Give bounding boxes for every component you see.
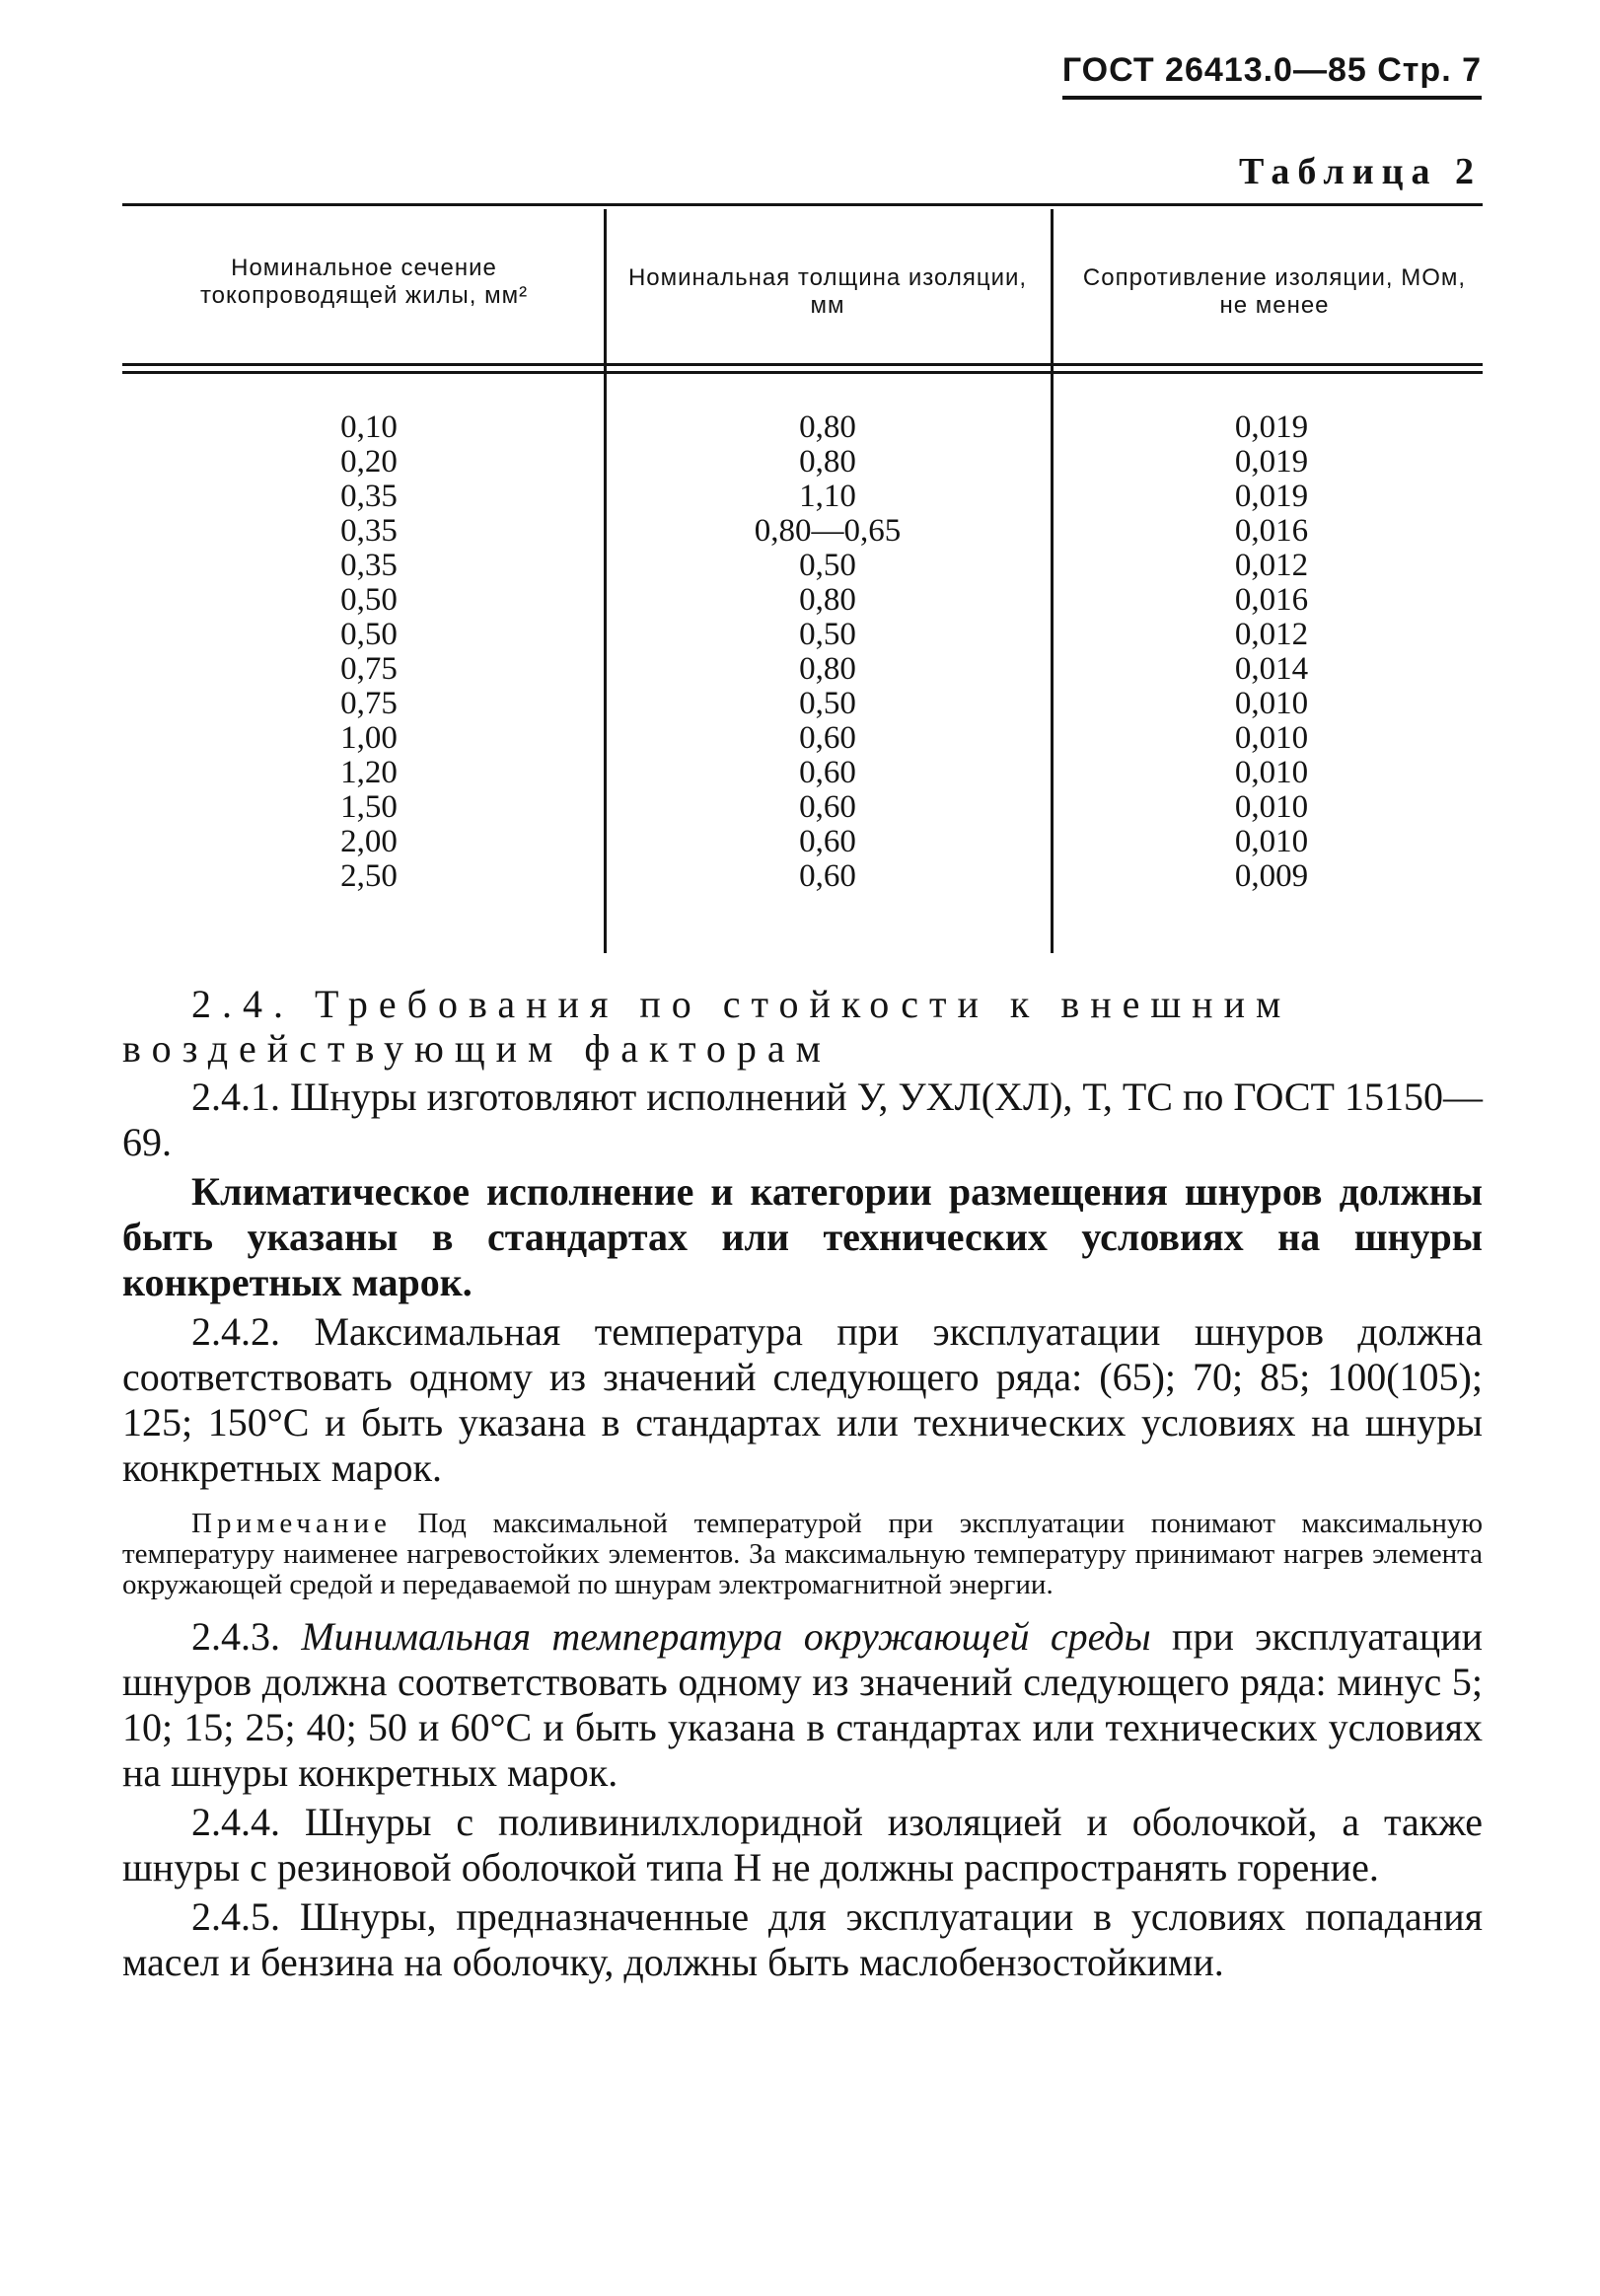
note-label: Примечание [191, 1508, 392, 1539]
table-cell: 0,80 [799, 409, 856, 445]
paragraph-climate: Климатическое исполнение и категории размещения шнуров должны быть указаны в стандартах или технических условиях на шнуры конкретных марок. [122, 1169, 1483, 1304]
table-cell: 0,012 [1234, 548, 1309, 583]
table-cell: 0,50 [799, 686, 856, 721]
table-cell: 0,019 [1234, 409, 1309, 445]
table-cell: 0,019 [1234, 479, 1309, 514]
column-divider [604, 209, 607, 953]
table-cell: 0,80 [799, 444, 856, 480]
paragraph-number: 2.4.3. [191, 1614, 280, 1659]
paragraph-2-4-5: 2.4.5. Шнуры, предназначенные для эксплуатации в условиях попадания масел и бензина на оболочку, должны быть маслобензостойкими. [122, 1894, 1483, 1984]
table-cell: 0,75 [340, 651, 398, 687]
column-divider [1051, 209, 1054, 953]
paragraph-2-4-4: 2.4.4. Шнуры с поливинилхлоридной изоляцией и оболочкой, а также шнуры с резиновой оболочкой типа Н не должны распространять горение. [122, 1800, 1483, 1889]
table-cell: 0,60 [799, 858, 856, 894]
table-cell: 0,009 [1234, 858, 1309, 894]
table-cell: 0,010 [1234, 789, 1309, 825]
table-cell: 0,60 [799, 824, 856, 859]
table-cell: 0,019 [1234, 444, 1309, 480]
table-cell: 0,20 [340, 444, 398, 480]
column-header-cross-section: Номинальное сечение токопроводящей жилы, мм² [199, 255, 529, 309]
table-cell: 2,00 [340, 824, 398, 859]
table-cell: 0,35 [340, 513, 398, 549]
table-cell: 0,80—0,65 [754, 513, 902, 549]
table-cell: 0,80 [799, 651, 856, 687]
column-header-insulation-resistance: Сопротивление изоляции, МОм, не менее [1082, 264, 1467, 319]
table-cell: 1,20 [340, 755, 398, 790]
paragraph-2-4-1: 2.4.1. Шнуры изготовляют исполнений У, УХЛ(ХЛ), Т, ТС по ГОСТ 15150—69. [122, 1074, 1483, 1164]
table-cell: 0,50 [799, 548, 856, 583]
paragraph-2-4-2: 2.4.2. Максимальная температура при эксплуатации шнуров должна соответствовать одному из значений следующего ряда: (65); 70; 85; 100(105); 125; 150°С и быть указана в стандартах или технических условиях на шнуры конкретных марок. [122, 1309, 1483, 1490]
column-insulation-thickness-values [680, 410, 976, 894]
section-2-4 [122, 982, 1483, 1985]
table-cell: 0,60 [799, 789, 856, 825]
table-cell: 0,010 [1234, 824, 1309, 859]
table-cell: 0,014 [1234, 651, 1309, 687]
table-cell: 2,50 [340, 858, 398, 894]
table-cell: 0,50 [340, 617, 398, 652]
table-header-rule-double [122, 371, 1483, 374]
table-cell: 0,50 [340, 582, 398, 618]
italic-phrase: Минимальная температура окружающей среды [301, 1614, 1151, 1659]
table-cell: 0,010 [1234, 720, 1309, 756]
table-cell: 0,50 [799, 617, 856, 652]
table-header-rule [122, 363, 1483, 366]
table-caption: Таблица 2 [1238, 151, 1482, 192]
note-text: Под максимальной температурой при эксплуатации понимают максимальную температуру наименее нагревостойких элементов. За максимальную температуру принимают нагрев элемента окружающей средой и передаваемой по шнурам электромагнитной энергии. [122, 1508, 1484, 1600]
column-cross-section-values [221, 410, 517, 894]
table-cell: 1,50 [340, 789, 398, 825]
table-cell: 0,010 [1234, 755, 1309, 790]
paragraph-2-4-3 [122, 1614, 1483, 1796]
column-header-insulation-thickness: Номинальная толщина изоляции, мм [627, 264, 1028, 319]
table-cell: 0,75 [340, 686, 398, 721]
table-cell: 0,010 [1234, 686, 1309, 721]
paragraph-text: при эксплуатации шнуров должна соответствовать одному из значений следующего ряда: минус 5; 10; 15; 25; 40; 50 и 60°С и быть указана в стандартах или технических условиях на шнуры конкретных марок. [122, 1614, 1484, 1795]
note [122, 1509, 1483, 1600]
page-header: ГОСТ 26413.0—85 Стр. 7 [1062, 51, 1482, 100]
table-cell: 1,00 [340, 720, 398, 756]
table-cell: 0,80 [799, 582, 856, 618]
table-cell: 0,012 [1234, 617, 1309, 652]
table-cell: 0,60 [799, 720, 856, 756]
column-insulation-resistance-values [1124, 410, 1419, 894]
data-table [122, 203, 1483, 953]
table-cell: 0,35 [340, 479, 398, 514]
table-cell: 0,10 [340, 409, 398, 445]
table-cell: 0,60 [799, 755, 856, 790]
table-cell: 1,10 [799, 479, 856, 514]
table-cell: 0,016 [1234, 513, 1309, 549]
table-cell: 0,016 [1234, 582, 1309, 618]
section-heading: 2.4. Требования по стойкости к внешним воздействующим факторам [122, 982, 1292, 1071]
table-cell: 0,35 [340, 548, 398, 583]
table-top-rule [122, 203, 1483, 206]
